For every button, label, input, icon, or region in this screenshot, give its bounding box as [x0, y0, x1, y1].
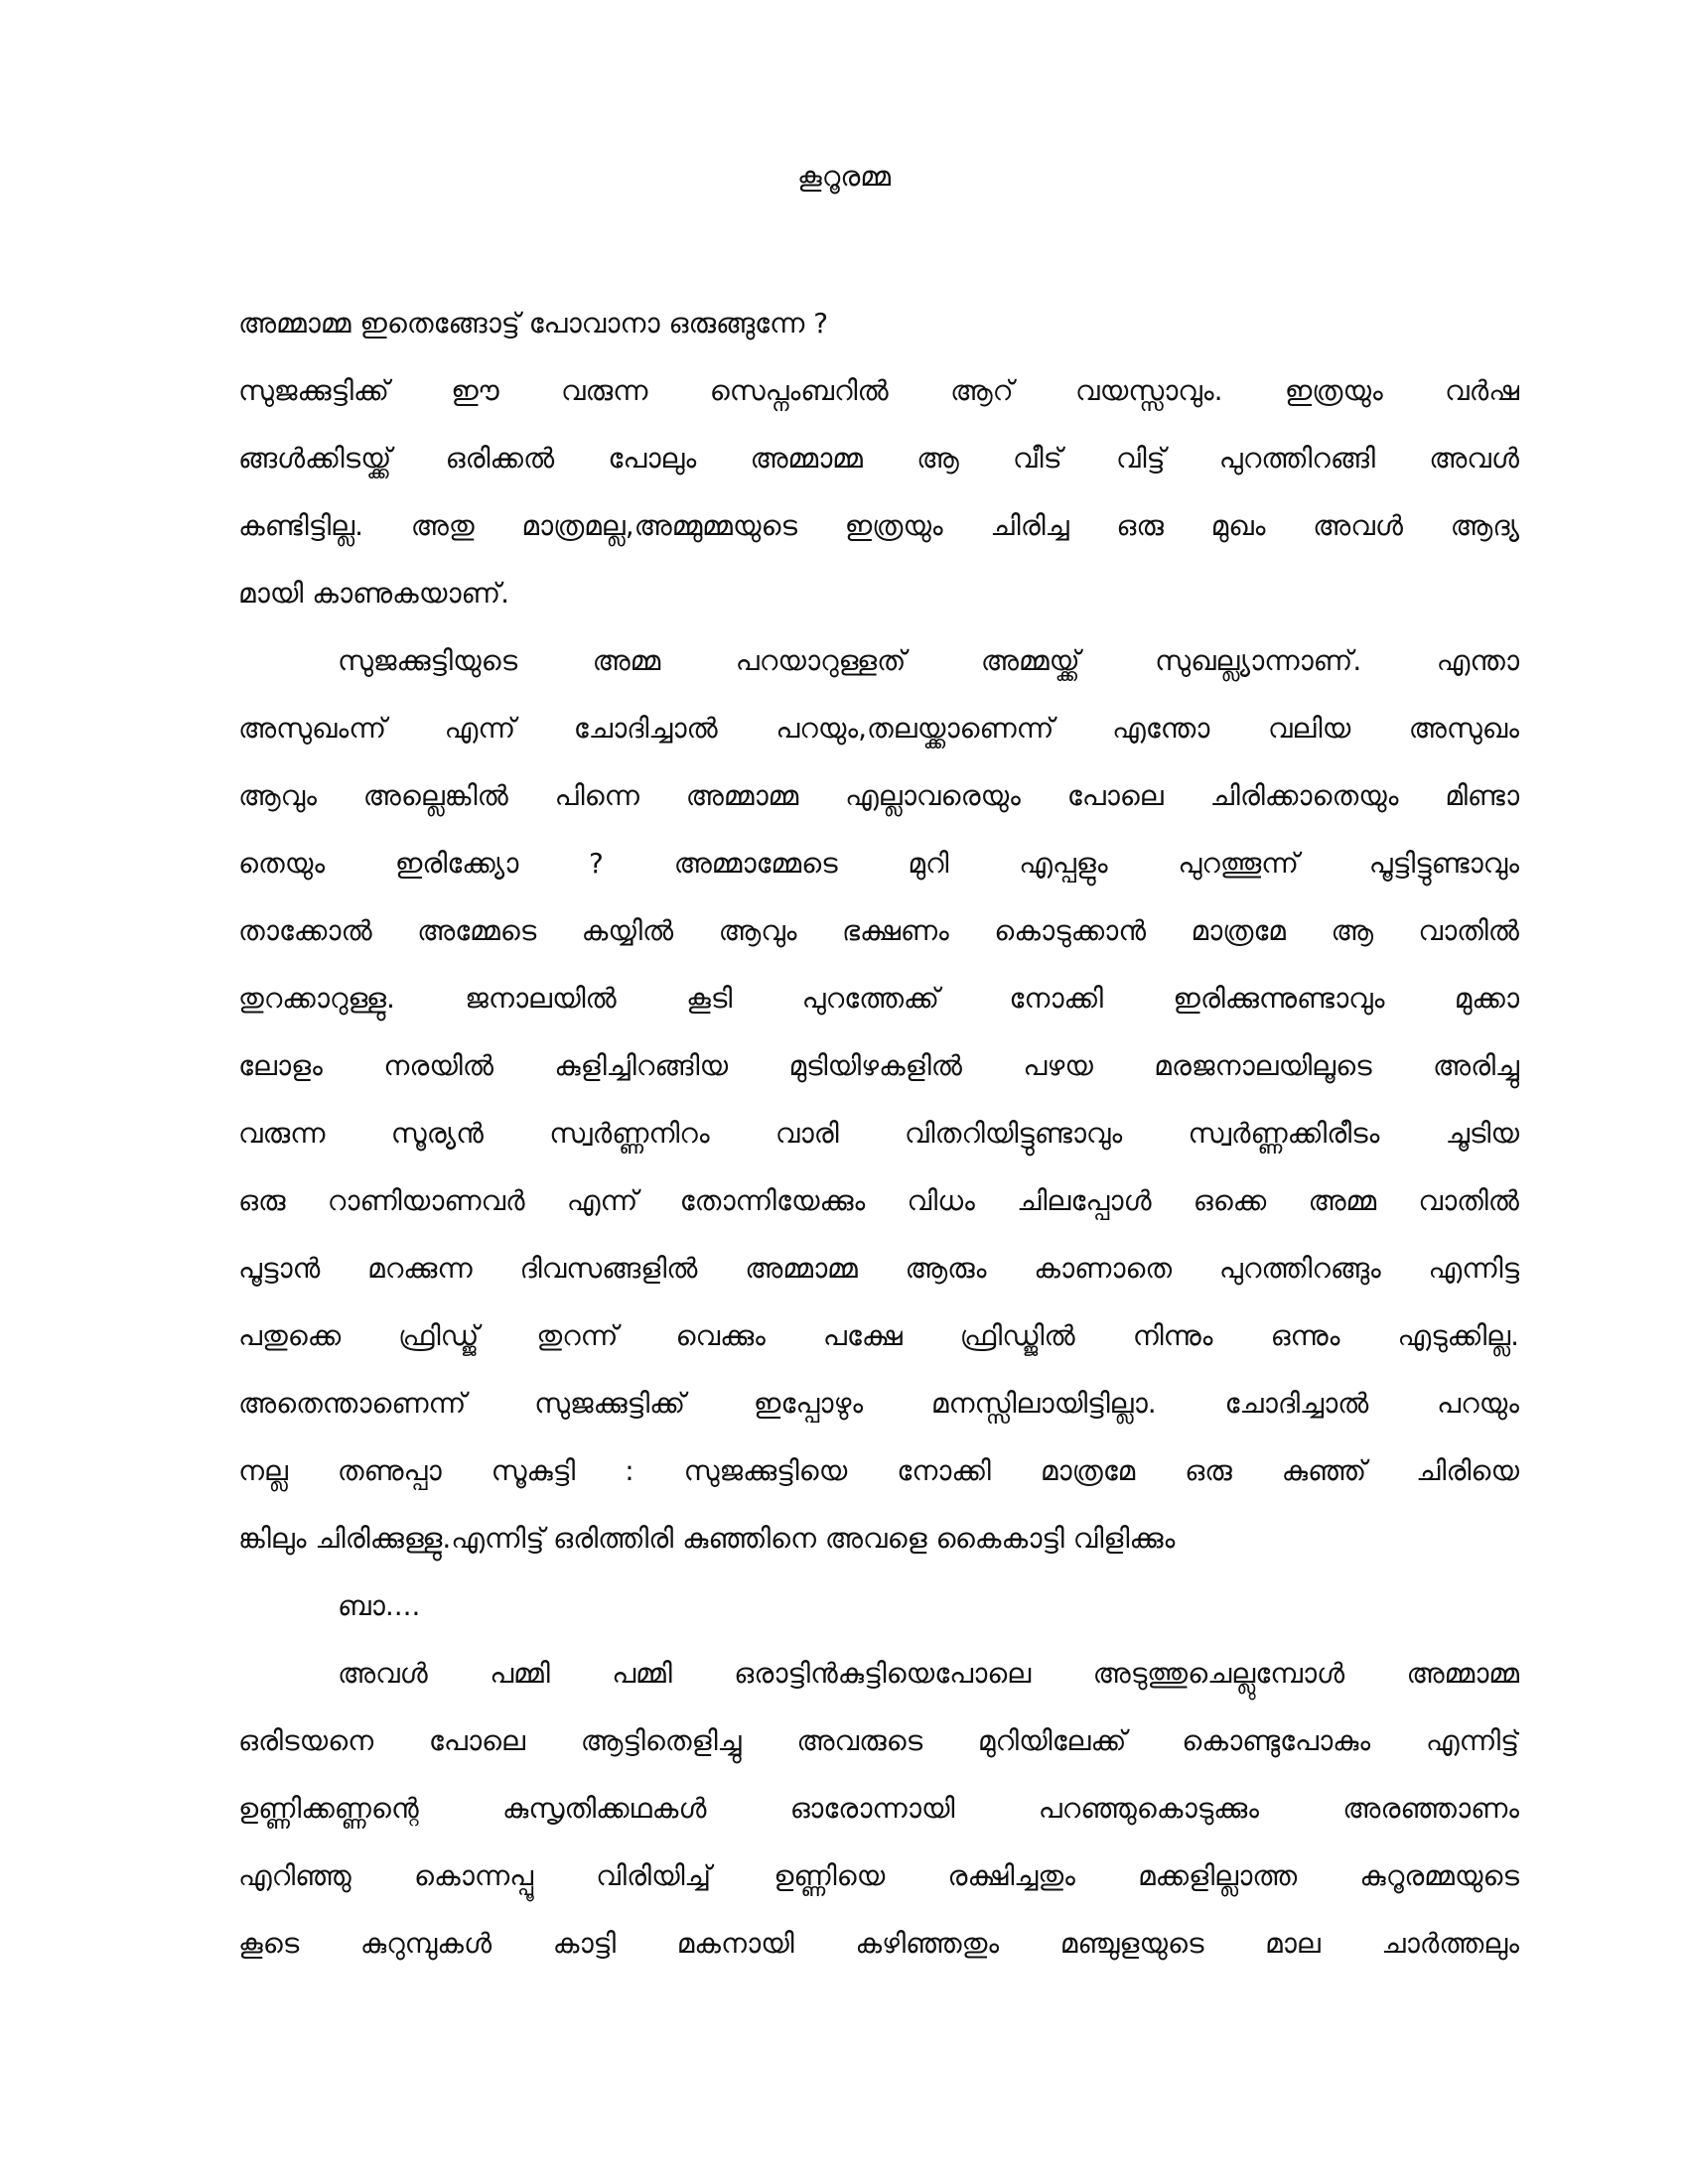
- text-line: അസുഖംന്ന് എന്ന് ചോദിച്ചാൽ പറയും,തലയ്ക്കാണെന്ന് എന്തോ വലിയ അസുഖം: [238, 712, 1519, 745]
- text-line: ബാ....: [338, 1589, 421, 1622]
- text-line: ഒരു റാണിയാണവർ എന്ന് തോന്നിയേക്കും വിധം ചിലപ്പോൾ ഒക്കെ അമ്മ വാതിൽ: [238, 1184, 1519, 1217]
- text-line: ങ്ങൾക്കിടയ്ക്ക് ഒരിക്കൽ പോലും അമ്മാമ്മ ആ വീട് വിട്ട് പുറത്തിറങ്ങി അവൾ: [238, 442, 1519, 475]
- text-line: താക്കോൽ അമ്മേടെ കയ്യിൽ ആവും ഭക്ഷണം കൊടുക്കാൻ മാത്രമേ ആ വാതിൽ: [238, 914, 1519, 947]
- document-title: കൂറൂരമ്മ: [797, 160, 891, 193]
- text-line: നല്ല തണുപ്പാ സൂകുട്ടി : സുജക്കുട്ടിയെ നോക്കി മാത്രമേ ഒരു കുഞ്ഞ് ചിരിയെ: [238, 1454, 1519, 1487]
- text-line: തുറക്കാറുള്ളു. ജനാലയിൽ കൂടി പുറത്തേക്ക് നോക്കി ഇരിക്കുന്നുണ്ടാവും മുക്കാ: [238, 982, 1519, 1015]
- text-line: കണ്ടിട്ടില്ല. അതു മാത്രമല്ല,അമ്മുമ്മയുടെ ഇത്രയും ചിരിച്ച ഒരു മുഖം അവൾ ആദ്യ: [238, 509, 1519, 542]
- text-line: അമ്മാമ്മ ഇതെങ്ങോട്ട് പോവാനാ ഒരുങ്ങുന്നേ ?: [238, 307, 829, 340]
- text-line: മായി കാണുകയാണ്.: [238, 577, 510, 610]
- text-line: ആവും അല്ലെങ്കിൽ പിന്നെ അമ്മാമ്മ എല്ലാവരെയും പോലെ ചിരിക്കാതെയും മിണ്ടാ: [238, 779, 1519, 812]
- text-line: പതുക്കെ ഫ്രിഡ്ജ് തുറന്ന് വെക്കും പക്ഷേ ഫ്രിഡ്ജിൽ നിന്നും ഒന്നും എടുക്കില്ല.: [238, 1319, 1519, 1352]
- text-line: കൂടെ കുറുമ്പുകൾ കാട്ടി മകനായി കഴിഞ്ഞതും മഞ്ചുളയുടെ മാല ചാർത്തലും: [238, 1927, 1519, 1960]
- text-line: സുജക്കുട്ടിയുടെ അമ്മ പറയാറുള്ളത് അമ്മയ്ക്ക് സുഖല്ല്യാന്നാണ്. എന്താ: [338, 644, 1519, 677]
- text-line: അതെന്താണെന്ന് സുജക്കുട്ടിക്ക് ഇപ്പോഴും മനസ്സിലായിട്ടില്ലാ. ചോദിച്ചാൽ പറയും: [238, 1387, 1519, 1420]
- text-line: പൂട്ടാൻ മറക്കുന്ന ദിവസങ്ങളിൽ അമ്മാമ്മ ആരും കാണാതെ പുറത്തിറങ്ങും എന്നിട്ട: [238, 1252, 1519, 1285]
- text-line: തെയും ഇരിക്ക്യോ ? അമ്മാമ്മേടെ മുറി എപ്പളും പുറത്തൂന്ന് പൂട്ടിട്ടുണ്ടാവും: [238, 847, 1519, 880]
- text-line: സുജക്കുട്ടിക്ക് ഈ വരുന്ന സെപ്നംബറിൽ ആറ് വയസ്സാവും. ഇത്രയും വർഷ: [238, 374, 1519, 407]
- document-body: [238, 290, 1519, 1978]
- text-line: ലോളം നരയിൽ കുളിച്ചിറങ്ങിയ മുടിയിഴകളിൽ പഴയ മരജനാലയിലൂടെ അരിച്ചു: [238, 1049, 1519, 1082]
- text-line: വരുന്ന സൂര്യൻ സ്വർണ്ണനിറം വാരി വിതറിയിട്ടുണ്ടാവും സ്വർണ്ണക്കിരീടം ചൂടിയ: [238, 1117, 1519, 1150]
- text-line: അവൾ പമ്മി പമ്മി ഒരാട്ടിൻകുട്ടിയെപോലെ അടുത്തുചെല്ലുമ്പോൾ അമ്മാമ്മ: [338, 1657, 1519, 1690]
- text-line: എറിഞ്ഞു കൊന്നപ്പൂ വിരിയിച്ച് ഉണ്ണിയെ രക്ഷിച്ചതും മക്കളില്ലാത്ത കുറൂരമ്മയുടെ: [238, 1859, 1519, 1892]
- text-line: ഉണ്ണിക്കണ്ണന്റെ കുസൃതിക്കഥകൾ ഓരോന്നായി പറഞ്ഞുകൊടുക്കും അരഞ്ഞാണം: [238, 1792, 1519, 1825]
- text-line: ങ്കിലും ചിരിക്കുള്ളു.എന്നിട്ട് ഒരിത്തിരി കുഞ്ഞിനെ അവളെ കൈകാട്ടി വിളിക്കും: [238, 1522, 1176, 1555]
- text-line: ഒരിടയനെ പോലെ ആട്ടിതെളിച്ചു അവരുടെ മുറിയിലേക്ക് കൊണ്ടുപോകും എന്നിട്ട്: [238, 1724, 1519, 1757]
